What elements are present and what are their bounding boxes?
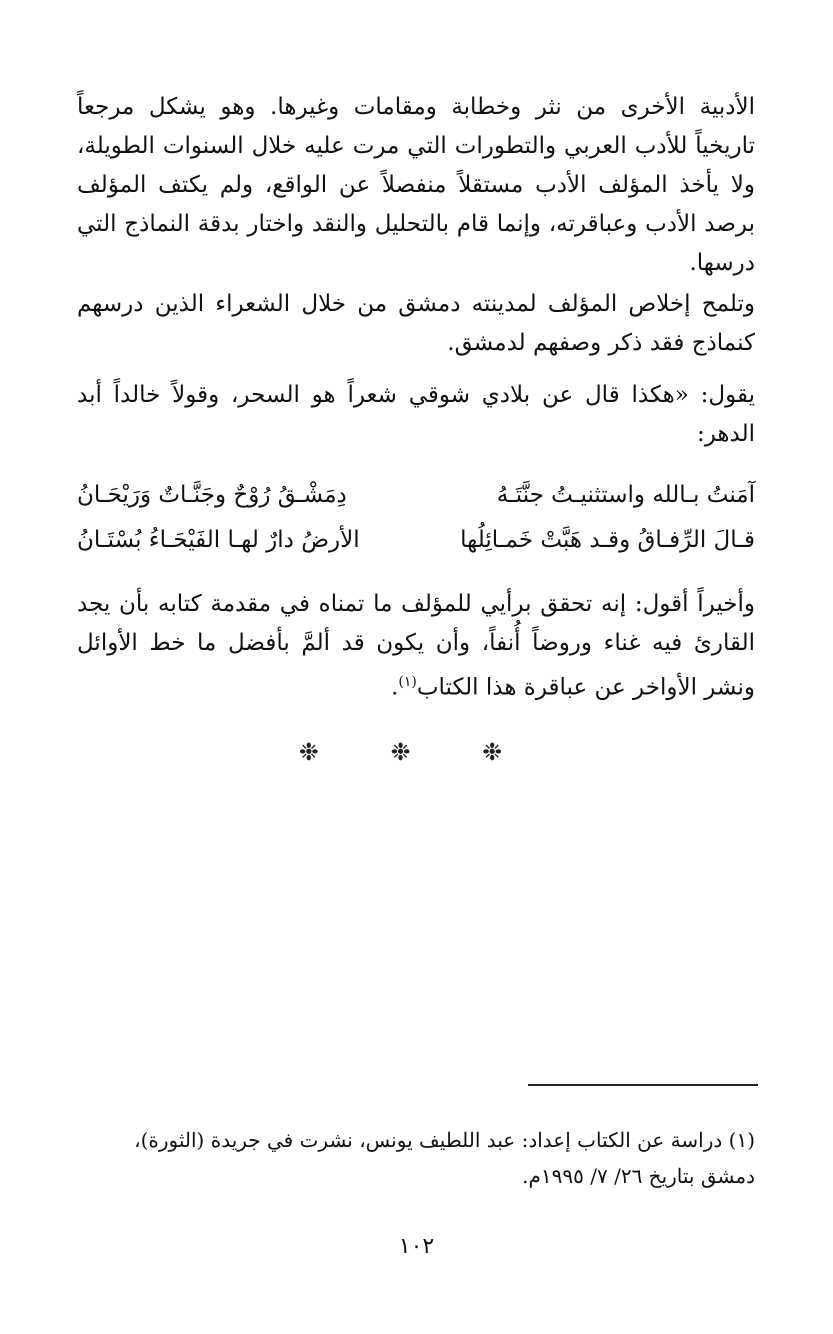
footnote-line-1: (١) دراسة عن الكتاب إعداد: عبد اللطيف يونس، نشرت في جريدة (الثورة)، — [134, 1128, 755, 1152]
section-separator-stars: ❉ ❉ ❉ — [298, 738, 535, 766]
verse-second-hemistich: دِمَشْـقُ رُوْحٌ وجَنَّـاتٌ وَرَيْحَـانُ — [77, 482, 347, 508]
poem-verse-2 — [77, 520, 755, 560]
paragraph-end-mark: . — [391, 674, 399, 701]
footnote-line-2: دمشق بتاريخ ٢٦/ ٧/ ١٩٩٥م. — [522, 1164, 755, 1188]
verse-first-hemistich: آمَنتُ بـالله واستثنيـتُ جنَّتَـهُ — [496, 482, 755, 508]
paragraph-author-devotion — [77, 285, 755, 363]
verse-second-hemistich: الأرضُ دارٌ لهـا الفَيْحَـاءُ بُسْتَـانُ — [77, 527, 360, 553]
paragraph-quote-intro — [77, 376, 755, 454]
paragraph-text: الأدبية الأخرى من نثر وخطابة ومقامات وغيرها. وهو يشكل مرجعاً تاريخياً للأدب العربي والتطورات التي مرت عليه خلال السنوات الطويلة، ولا يأخذ المؤلف الأدب مستقلاً منفصلاً عن الواقع، ولم يكتف المؤلف برصد الأدب وعباقرته، وإنما قام بالتحليل والنقد واختار بدقة النماذج التي درسها. — [77, 94, 755, 276]
footnote-reference[interactable]: (١) — [398, 674, 417, 690]
paragraph-literature-reference — [77, 88, 755, 283]
paragraph-text: وتلمح إخلاص المؤلف لمدينته دمشق من خلال الشعراء الذين درسهم كنماذج فقد ذكر وصفهم لدمشق. — [77, 291, 755, 356]
footnote — [77, 1122, 755, 1194]
footnote-divider — [528, 1084, 758, 1086]
verse-first-hemistich: قـالَ الرِّفـاقُ وقـد هَبَّتْ خَمـائِلُها — [460, 527, 755, 553]
paragraph-conclusion — [77, 585, 755, 708]
paragraph-text: يقول: «هكذا قال عن بلادي شوقي شعراً هو السحر، وقولاً خالداً أبد الدهر: — [77, 382, 755, 447]
paragraph-text: وأخيراً أقول: إنه تحقق برأيي للمؤلف ما تمناه في مقدمة كتابه بأن يجد القارئ فيه غناء وروضاً أُنفاً، وأن يكون قد ألمَّ بأفضل ما خط الأوائل ونشر الأواخر عن عباقرة هذا الكتاب — [77, 591, 755, 701]
page-number: ١٠٢ — [398, 1234, 435, 1259]
poem-verse-1 — [77, 475, 755, 515]
